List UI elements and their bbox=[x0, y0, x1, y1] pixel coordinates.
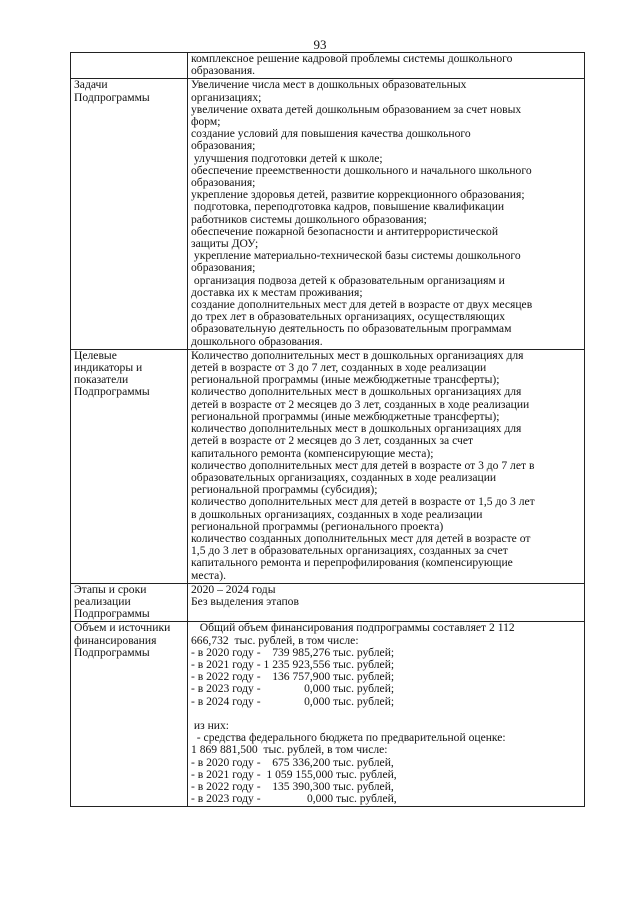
row-label-cell bbox=[71, 53, 188, 79]
content-line: форм; bbox=[191, 116, 221, 129]
content-line: детей в возрасте от 3 до 7 лет, созданных в ходе реализации bbox=[191, 362, 487, 375]
table-row bbox=[71, 583, 585, 622]
content-line: обеспечение пожарной безопасности и антитеррористической bbox=[191, 225, 499, 238]
row-label-line: индикаторы и bbox=[74, 362, 143, 375]
content-line: - в 2023 году - 0,000 тыс. рублей; bbox=[191, 683, 395, 696]
content-line: работников системы дошкольного образования; bbox=[191, 213, 427, 226]
row-label-line: Объем и источники bbox=[74, 622, 171, 635]
content-line: капитального ремонта (компенсирующие места); bbox=[191, 447, 434, 460]
content-line: Общий объем финансирования подпрограммы составляет 2 112 bbox=[191, 622, 515, 635]
content-line: - средства федерального бюджета по предварительной оценке: bbox=[191, 732, 506, 745]
content-line: количество дополнительных мест в дошкольных организациях для bbox=[191, 386, 522, 399]
content-line: из них: bbox=[191, 719, 230, 732]
content-line: подготовка, переподготовка кадров, повышение квалификации bbox=[191, 201, 505, 214]
row-label-line: Этапы и сроки bbox=[74, 583, 147, 596]
blank-line bbox=[191, 708, 581, 720]
content-line: создание дополнительных мест для детей в возрасте от двух месяцев bbox=[191, 299, 533, 312]
row-label-cell bbox=[71, 349, 188, 583]
content-line: образования; bbox=[191, 177, 256, 190]
content-line: - в 2023 году - 0,000 тыс. рублей, bbox=[191, 793, 397, 806]
content-line: образования; bbox=[191, 262, 256, 275]
content-line: укрепление материально-технической базы системы дошкольного bbox=[191, 250, 521, 263]
content-line: Без выделения этапов bbox=[191, 595, 299, 608]
content-line: детей в возрасте от 2 месяцев до 3 лет, созданных за счет bbox=[191, 435, 474, 448]
row-label-line: Задачи bbox=[74, 79, 108, 92]
content-line: - в 2020 году - 739 985,276 тыс. рублей; bbox=[191, 646, 395, 659]
row-label-line: Целевые bbox=[74, 349, 117, 362]
content-line: организациях; bbox=[191, 91, 262, 104]
content-line: 666,732 тыс. рублей, в том числе: bbox=[191, 634, 359, 647]
content-line: количество дополнительных мест в дошкольных организациях для bbox=[191, 423, 522, 436]
content-line: детей в возрасте от 2 месяцев до 3 лет, созданных в ходе реализации bbox=[191, 398, 530, 411]
content-line: увеличение охвата детей дошкольным образованием за счет новых bbox=[191, 103, 522, 116]
content-line: дошкольного образования. bbox=[191, 335, 323, 348]
content-line: образования; bbox=[191, 140, 256, 153]
content-line: 1,5 до 3 лет в образовательных организациях, созданных за счет bbox=[191, 545, 508, 558]
row-content-cell bbox=[188, 53, 585, 79]
content-line: - в 2022 году - 135 390,300 тыс. рублей, bbox=[191, 780, 394, 793]
content-line: укрепление здоровья детей, развитие коррекционного образования; bbox=[191, 189, 525, 202]
content-line: защиты ДОУ; bbox=[191, 238, 259, 251]
row-label-line: Подпрограммы bbox=[74, 646, 150, 659]
content-line: 1 869 881,500 тыс. рублей, в том числе: bbox=[191, 744, 388, 757]
content-line: образовательную деятельность по образовательным программам bbox=[191, 323, 512, 336]
content-line: комплексное решение кадровой проблемы системы дошкольного bbox=[191, 53, 513, 65]
passport-table bbox=[70, 52, 585, 807]
table-row bbox=[71, 349, 585, 583]
content-line: - в 2021 году - 1 059 155,000 тыс. рублей, bbox=[191, 768, 397, 781]
row-label-line: Подпрограммы bbox=[74, 91, 150, 104]
content-line: количество дополнительных мест для детей в возрасте от 3 до 7 лет в bbox=[191, 459, 535, 472]
content-line: обеспечение преемственности дошкольного и начального школьного bbox=[191, 164, 532, 177]
row-label-cell bbox=[71, 622, 188, 807]
table-row bbox=[71, 79, 585, 349]
row-label-line: финансирования bbox=[74, 634, 157, 647]
content-line: места). bbox=[191, 569, 227, 582]
row-label-line: показатели bbox=[74, 374, 129, 387]
content-line: создание условий для повышения качества дошкольного bbox=[191, 128, 471, 141]
row-label-line: Подпрограммы bbox=[74, 386, 150, 399]
content-line: - в 2020 году - 675 336,200 тыс. рублей, bbox=[191, 756, 394, 769]
content-line: - в 2021 году - 1 235 923,556 тыс. рублей; bbox=[191, 658, 395, 671]
content-line: количество созданных дополнительных мест для детей в возрасте от bbox=[191, 532, 531, 545]
row-content-cell bbox=[188, 79, 585, 349]
row-label-cell bbox=[71, 79, 188, 349]
row-label-cell bbox=[71, 583, 188, 622]
row-label-line: реализации bbox=[74, 595, 131, 608]
content-line: Количество дополнительных мест в дошкольных организациях для bbox=[191, 349, 524, 362]
content-line: образования. bbox=[191, 65, 256, 78]
content-line: образовательных организациях, созданных в ходе реализации bbox=[191, 471, 497, 484]
table-row bbox=[71, 53, 585, 79]
content-line: количество дополнительных мест для детей в возрасте от 1,5 до 3 лет bbox=[191, 496, 535, 509]
row-content-cell bbox=[188, 622, 585, 807]
content-line: 2020 – 2024 годы bbox=[191, 583, 276, 596]
row-label-line: Подпрограммы bbox=[74, 608, 150, 621]
content-line: региональной программы (иные межбюджетные трансферты); bbox=[191, 374, 500, 387]
page-number: 93 bbox=[313, 37, 327, 52]
content-line: в дошкольных организациях, созданных в ходе реализации bbox=[191, 508, 483, 521]
content-line: региональной программы (иные межбюджетные трансферты); bbox=[191, 410, 500, 423]
content-line: организация подвоза детей к образовательным организациям и bbox=[191, 274, 505, 287]
content-line: региональной программы (регионального проекта) bbox=[191, 520, 444, 533]
table-body bbox=[71, 53, 585, 807]
content-line: капитального ремонта и перепрофилирования (компенсирующие bbox=[191, 557, 513, 570]
table-row bbox=[71, 622, 585, 807]
content-line: улучшения подготовки детей к школе; bbox=[191, 152, 383, 165]
content-line: до трех лет в образовательных организациях, осуществляющих bbox=[191, 311, 506, 324]
content-line: Увеличение числа мест в дошкольных образовательных bbox=[191, 79, 467, 92]
content-line: доставка их к местам проживания; bbox=[191, 286, 363, 299]
content-line: - в 2022 году - 136 757,900 тыс. рублей; bbox=[191, 671, 395, 684]
content-line: региональной программы (субсидия); bbox=[191, 484, 378, 497]
content-line: - в 2024 году - 0,000 тыс. рублей; bbox=[191, 695, 395, 708]
row-content-cell bbox=[188, 349, 585, 583]
row-content-cell bbox=[188, 583, 585, 622]
